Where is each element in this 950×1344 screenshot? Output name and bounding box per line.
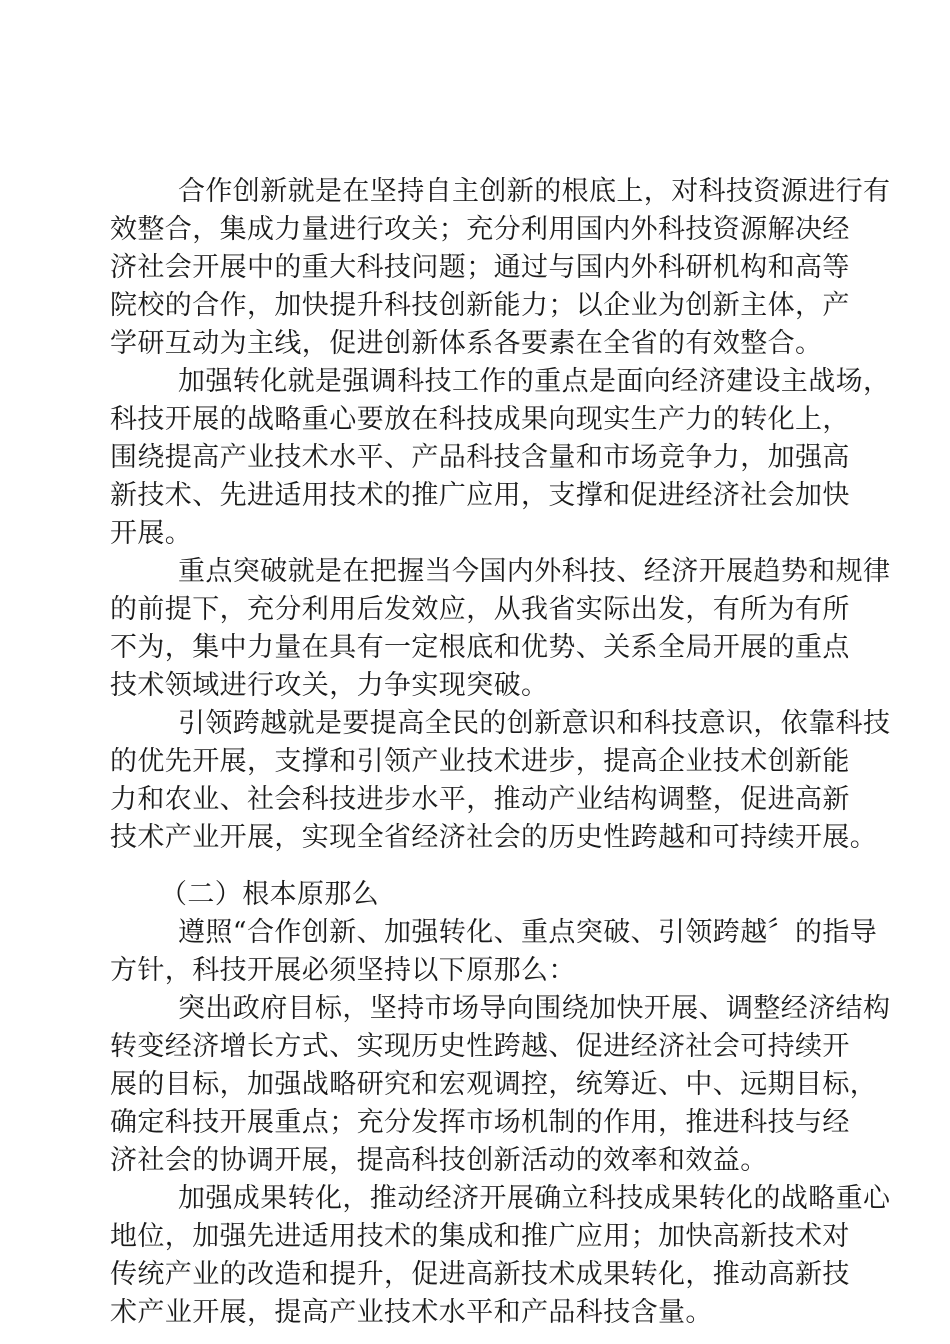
text-line: 不为，集中力量在具有一定根底和优势、关系全局开展的重点 [110,632,850,663]
text-line: 新技术、先进适用技术的推广应用，支撑和促进经济社会加快 [110,480,850,511]
text-line: 加强成果转化，推动经济开展确立科技成果转化的战略重心 [178,1183,891,1214]
text-line: 地位，加强先进适用技术的集成和推广应用；加快高新技术对 [110,1221,850,1252]
text-line: 济社会的协调开展，提高科技创新活动的效率和效益。 [110,1145,768,1176]
text-line: 传统产业的改造和提升，促进高新技术成果转化，推动高新技 [110,1259,850,1290]
text-line: 效整合，集成力量进行攻关；充分利用国内外科技资源解决经 [110,214,850,245]
text-line: 的优先开展，支撑和引领产业技术进步，提高企业技术创新能 [110,746,850,777]
text-line: 方针，科技开展必须坚持以下原那么： [110,955,576,986]
text-line: 技术产业开展，实现全省经济社会的历史性跨越和可持续开展。 [110,822,878,853]
text-line: 开展。 [110,518,193,549]
text-line: 力和农业、社会科技进步水平，推动产业结构调整，促进高新 [110,784,850,815]
text-line: 济社会开展中的重大科技问题；通过与国内外科研机构和高等 [110,252,850,283]
text-line: 展的目标，加强战略研究和宏观调控，统筹近、中、远期目标， [110,1069,878,1100]
text-line: 重点突破就是在把握当今国内外科技、经济开展趋势和规律 [178,556,891,587]
text-line: 加强转化就是强调科技工作的重点是面向经济建设主战场， [178,366,891,397]
section-heading: （二）根本原那么 [160,879,380,910]
text-line: 围绕提高产业技术水平、产品科技含量和市场竞争力，加强高 [110,442,850,473]
text-line: 确定科技开展重点；充分发挥市场机制的作用，推进科技与经 [110,1107,850,1138]
text-line: 突出政府目标，坚持市场导向围绕加快开展、调整经济结构 [178,993,891,1024]
text-line: 转变经济增长方式、实现历史性跨越、促进经济社会可持续开 [110,1031,850,1062]
text-line: 学研互动为主线，促进创新体系各要素在全省的有效整合。 [110,328,823,359]
text-line: 合作创新就是在坚持自主创新的根底上，对科技资源进行有 [178,176,891,207]
text-line: 遵照“合作创新、加强转化、重点突破、引领跨越〞的指导 [178,917,878,948]
text-line: 引领跨越就是要提高全民的创新意识和科技意识，依靠科技 [178,708,891,739]
text-line: 技术领域进行攻关，力争实现突破。 [110,670,549,701]
text-line: 术产业开展，提高产业技术水平和产品科技含量。 [110,1297,713,1328]
text-line: 院校的合作，加快提升科技创新能力；以企业为创新主体，产 [110,290,850,321]
text-line: 的前提下，充分利用后发效应，从我省实际出发，有所为有所 [110,594,850,625]
text-line: 科技开展的战略重心要放在科技成果向现实生产力的转化上， [110,404,850,435]
